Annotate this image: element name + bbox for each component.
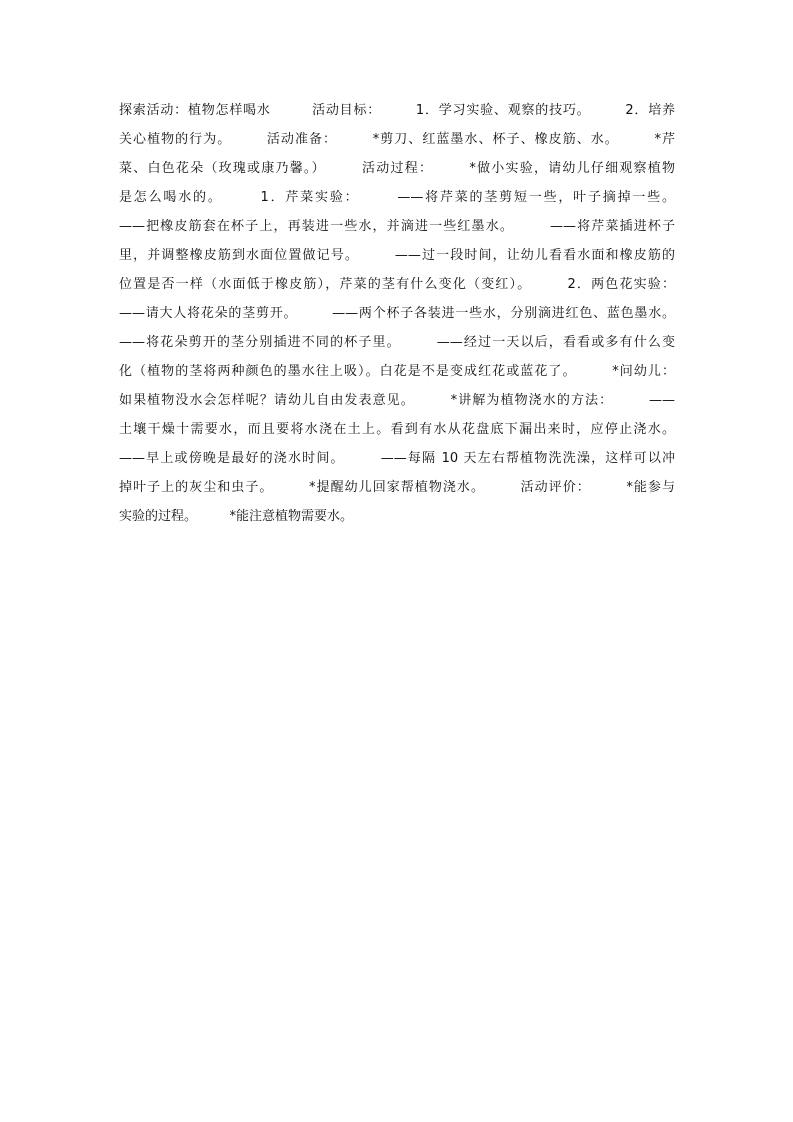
text-line: ——把橡皮筋套在杯子上，再装进一些水，并滴进一些红墨水。 ——将芹菜插进杯子 [119, 219, 675, 234]
text-line: 里，并调整橡皮筋到水面位置做记号。 ——过一段时间，让幼儿看看水面和橡皮筋的 [119, 248, 675, 263]
text-line: 位置是否一样（水面低于橡皮筋），芹菜的茎有什么变化（变红）。 2．两色花实验： [119, 277, 675, 292]
document-body [119, 96, 675, 531]
text-line: 化（植物的茎将两种颜色的墨水往上吸）。白花是不是变成红花或蓝花了。 *问幼儿： [119, 364, 675, 379]
text-line: 掉叶子上的灰尘和虫子。 *提醒幼儿回家帮植物浇水。 活动评价： *能参与 [119, 480, 675, 495]
text-line: 实验的过程。 *能注意植物需要水。 [119, 509, 354, 524]
text-line: 土壤干燥十需要水，而且要将水浇在土上。看到有水从花盘底下漏出来时，应停止浇水。 [119, 422, 675, 437]
text-line: 关心植物的行为。 活动准备： *剪刀、红蓝墨水、杯子、橡皮筋、水。 *芹 [119, 132, 675, 147]
text-line: 是怎么喝水的。 1．芹菜实验： ——将芹菜的茎剪短一些，叶子摘掉一些。 [119, 190, 675, 205]
text-line: 菜、白色花朵（玫瑰或康乃馨。） 活动过程： *做小实验，请幼儿仔细观察植物 [119, 161, 675, 176]
text-line: ——将花朵剪开的茎分别插进不同的杯子里。 ——经过一天以后，看看或多有什么变 [119, 335, 675, 350]
text-line: 如果植物没水会怎样呢？请幼儿自由发表意见。 *讲解为植物浇水的方法： —— [119, 393, 675, 408]
text-line: ——早上或傍晚是最好的浇水时间。 ——每隔 10 天左右帮植物洗洗澡，这样可以冲 [119, 451, 675, 466]
text-line: ——请大人将花朵的茎剪开。 ——两个杯子各装进一些水，分别滴进红色、蓝色墨水。 [119, 306, 675, 321]
text-line: 探索活动：植物怎样喝水 活动目标： 1．学习实验、观察的技巧。 2．培养 [119, 103, 675, 118]
